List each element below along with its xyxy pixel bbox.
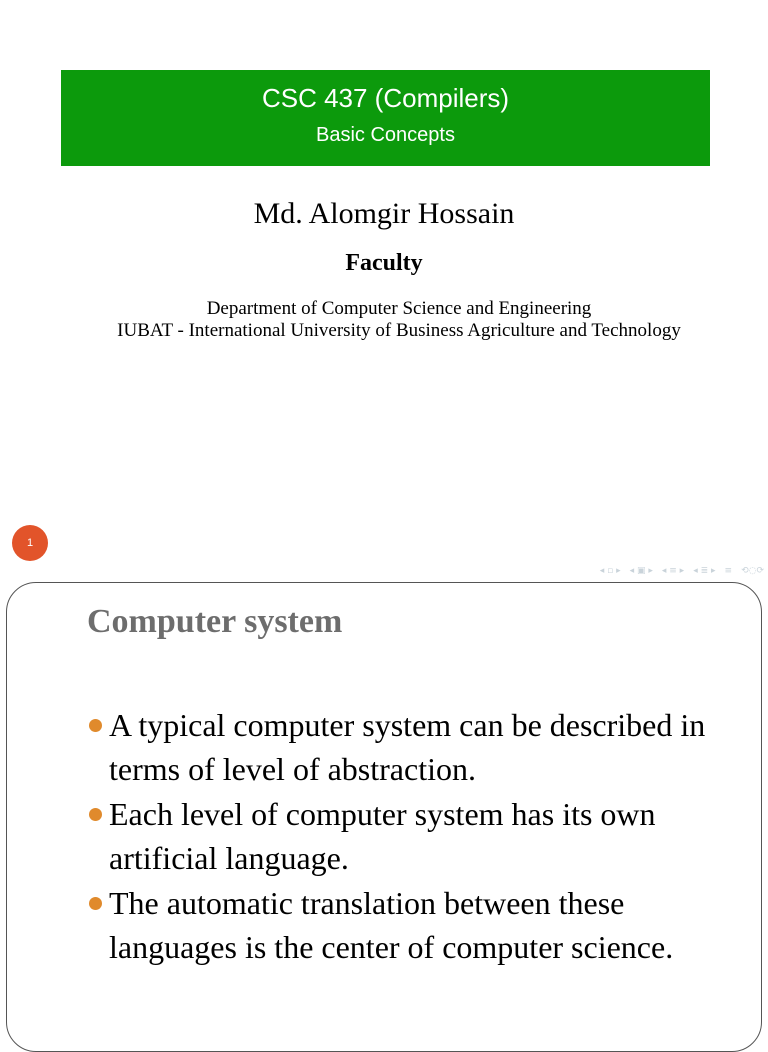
bullet-icon: [89, 808, 102, 821]
page-number-badge: 1: [12, 525, 48, 561]
prev-frame-icon[interactable]: ◂ ▫ ▸: [599, 566, 621, 576]
author-name: Md. Alomgir Hossain: [253, 197, 515, 230]
bullet-icon: [89, 719, 102, 732]
bullet-text: Each level of computer system has its own artificial language.: [109, 796, 656, 876]
bullet-item: [87, 792, 747, 880]
search-icon[interactable]: ⟲◌⟳: [741, 566, 764, 576]
bullet-list: [87, 703, 747, 970]
university-name: IUBAT - International University of Business Agriculture and Technology: [117, 320, 681, 341]
bullet-item: [87, 881, 747, 969]
prev-slide-icon[interactable]: ◂ ≣ ▸: [693, 566, 716, 576]
course-subtitle: Basic Concepts: [316, 124, 455, 146]
beamer-navigation-bar: [600, 563, 764, 579]
bullet-item: [87, 703, 747, 791]
prev-section-icon[interactable]: ◂ ≡ ▸: [661, 566, 685, 576]
bullet-icon: [89, 897, 102, 910]
align-icon[interactable]: ≡: [724, 566, 733, 576]
department-name: Department of Computer Science and Engineering: [206, 298, 592, 319]
title-banner: [61, 70, 710, 166]
slide-title: Computer system: [87, 603, 343, 640]
author-role: Faculty: [345, 250, 423, 276]
content-slide: [6, 582, 762, 1052]
bullet-text: The automatic translation between these languages is the center of computer science.: [109, 885, 674, 965]
prev-subsection-icon[interactable]: ◂ ▣ ▸: [629, 566, 653, 576]
course-title: CSC 437 (Compilers): [261, 83, 510, 113]
bullet-text: A typical computer system can be described in terms of level of abstraction.: [109, 707, 706, 787]
